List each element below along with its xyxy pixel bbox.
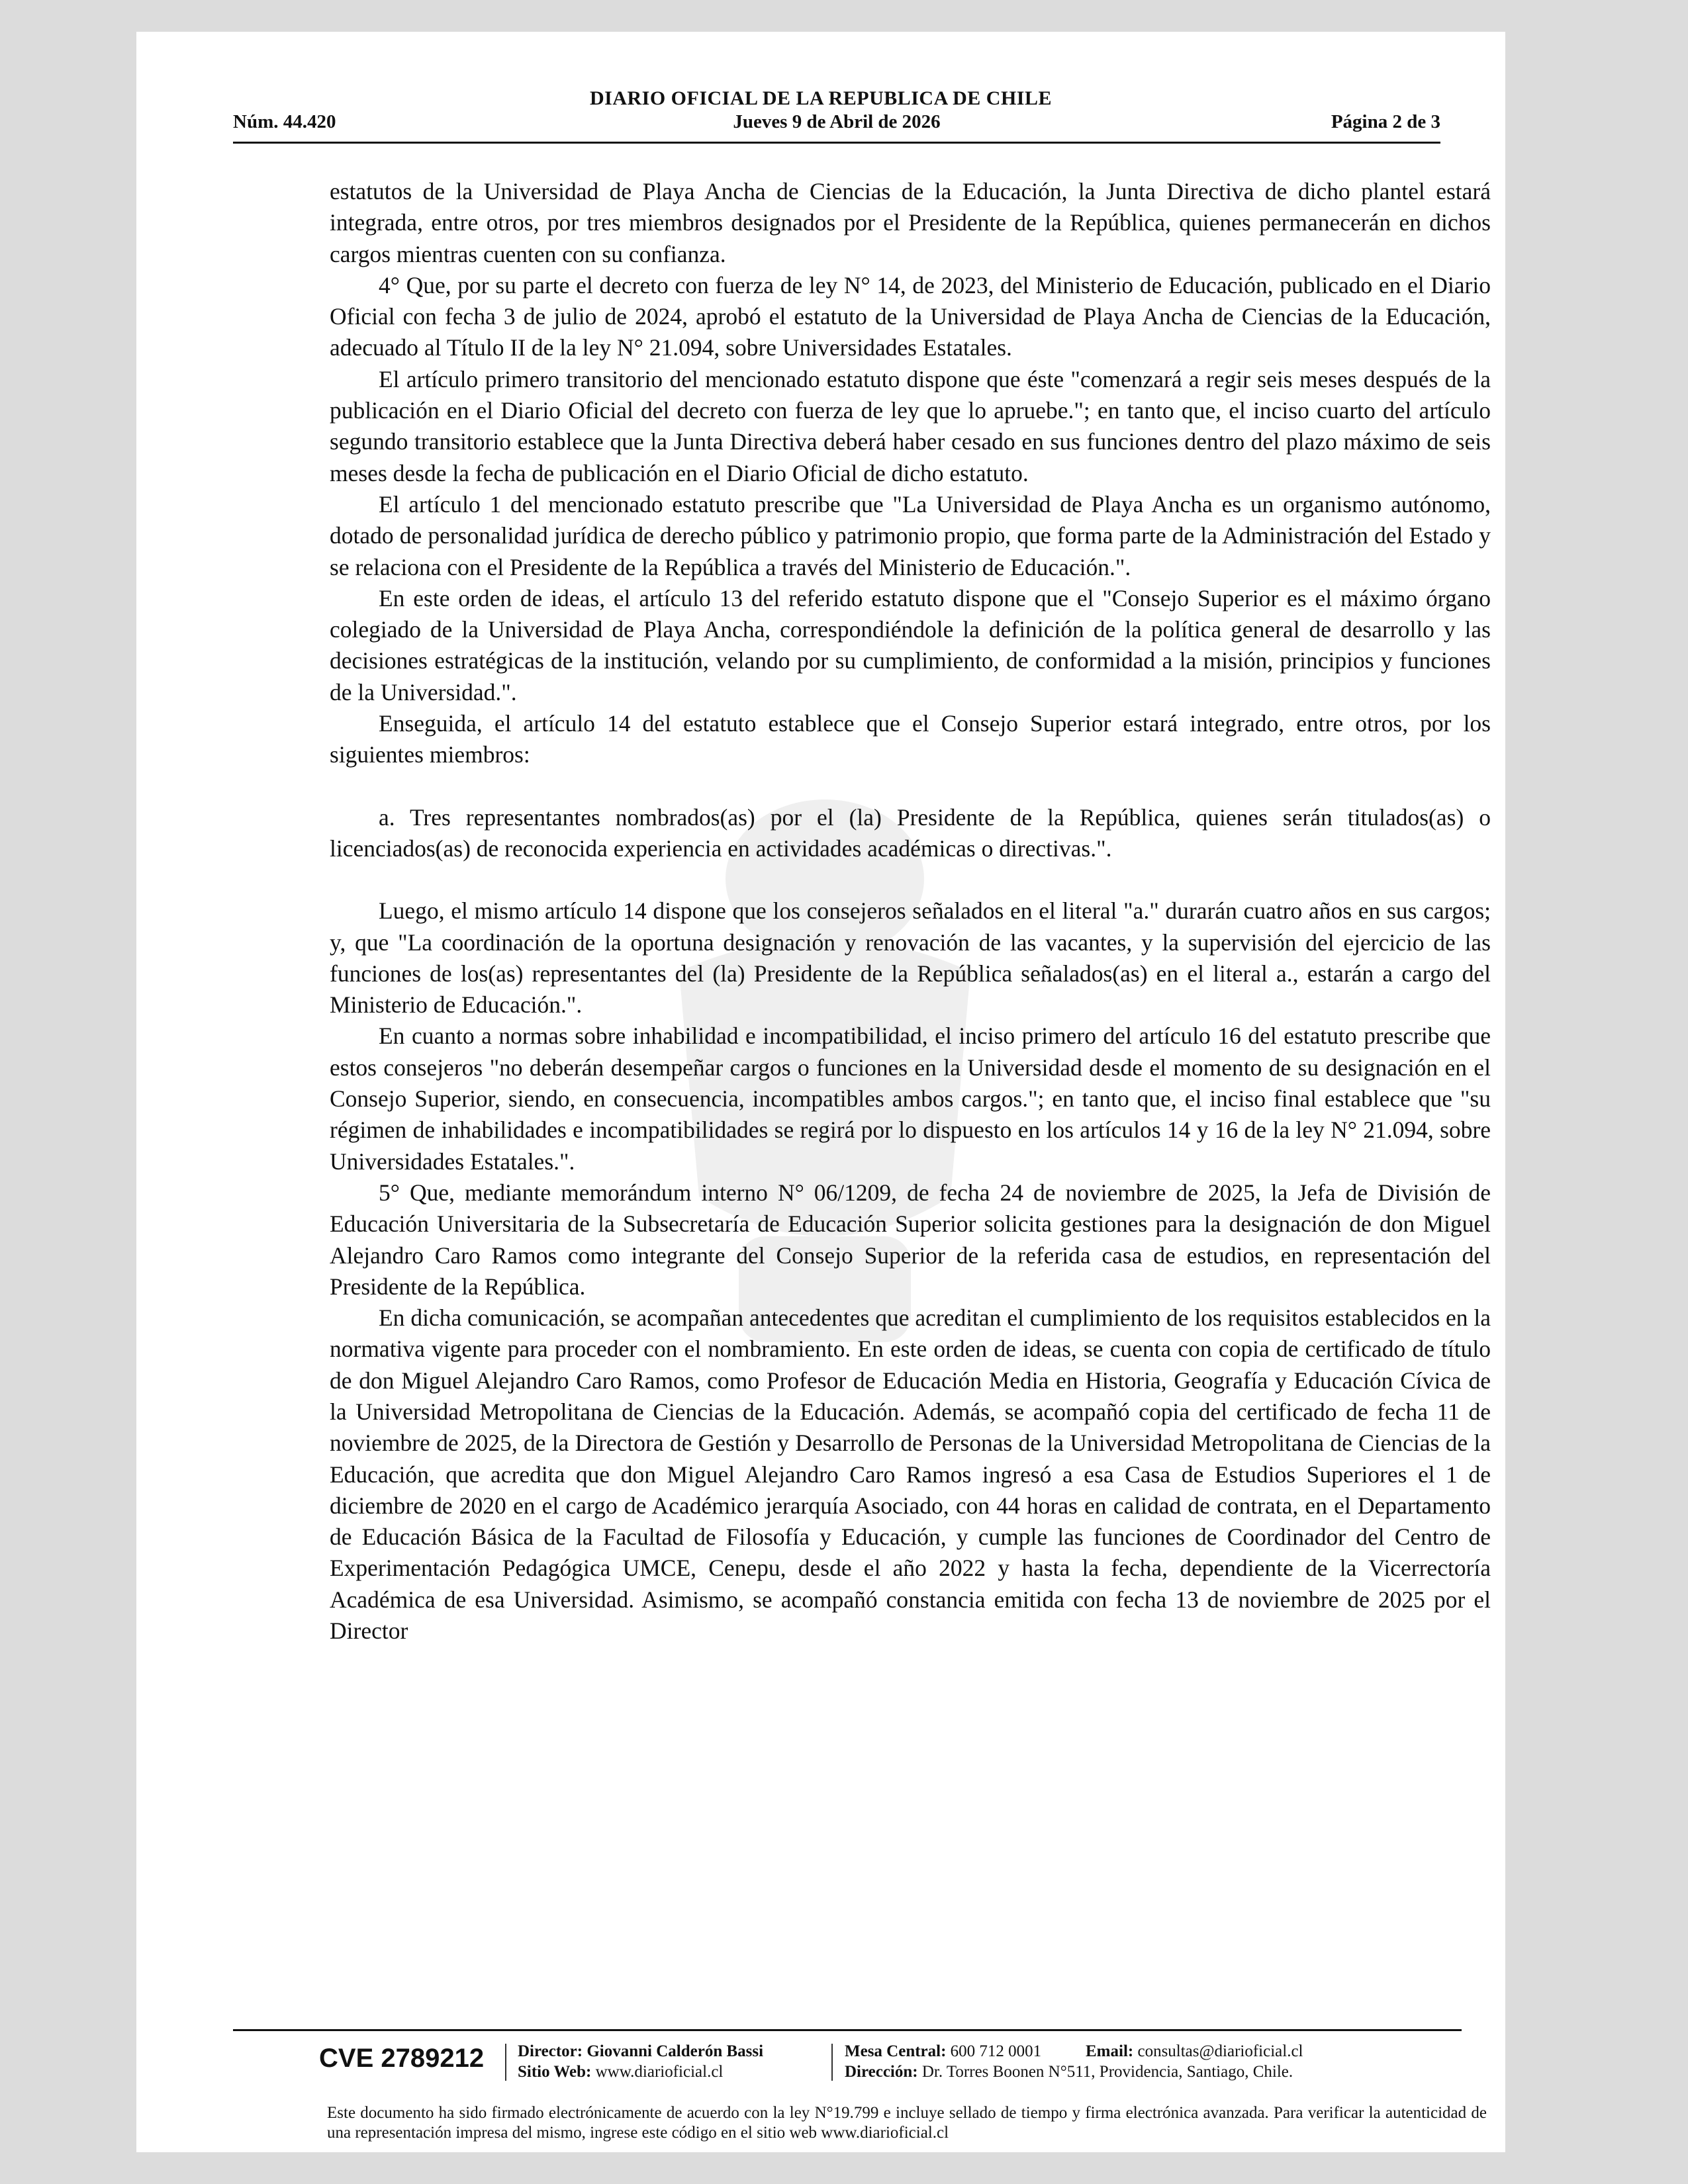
address-value: Dr. Torres Boonen N°511, Providencia, Santiago, Chile. [921, 2063, 1293, 2081]
paragraph: Enseguida, el artículo 14 del estatuto establece que el Consejo Superior estará integrado, entre otros, por los siguientes miembros: [330, 710, 1491, 768]
footer-separator [831, 2044, 833, 2081]
address-label: Dirección: [845, 2063, 918, 2081]
journal-title: DIARIO OFICIAL DE LA REPUBLICA DE CHILE [590, 87, 1052, 109]
paragraph: estatutos de la Universidad de Playa Ancha de Ciencias de la Educación, la Junta Directiva de dicho plantel estará integrada, entre otros, por tres miembros designados por el Presidente de la República, quienes permanecerán en dichos cargos mientras cuenten con su confianza. [330, 178, 1491, 267]
email-label: Email: [1086, 2042, 1134, 2060]
document-body [330, 176, 1491, 1647]
footer-divider [233, 2029, 1462, 2031]
quoted-list-item: a. Tres representantes nombrados(as) por el (la) Presidente de la República, quienes serán titulados(as) o licenciados(as) de reconocida experiencia en actividades académicas o directivas.". [330, 803, 1491, 862]
page-indicator: Página 2 de 3 [1331, 111, 1440, 132]
paragraph: El artículo 1 del mencionado estatuto prescribe que "La Universidad de Playa Ancha es un organismo autónomo, dotado de personalidad jurídica de derecho público y patrimonio propio, que forma parte de la Administración del Estado y se relaciona con el Presidente de la República a través del Ministerio de Educación.". [330, 490, 1491, 580]
paragraph: 5° Que, mediante memorándum interno N° 06/1209, de fecha 24 de noviembre de 2025, la Jefa de División de Educación Universitaria de la Subsecretaría de Educación Superior solicita gestiones para la designación de don Miguel Alejandro Caro Ramos como integrante del Consejo Superior de la referida casa de estudios, en representación del Presidente de la República. [330, 1179, 1491, 1300]
director-label: Director: [518, 2042, 583, 2060]
footer-email-block [1086, 2041, 1303, 2062]
paragraph: Luego, el mismo artículo 14 dispone que los consejeros señalados en el literal "a." durarán cuatro años en sus cargos; y, que "La coordinación de la oportuna designación y renovación de las vacantes, y la supervisión del ejercicio de las funciones de los(as) representantes del (la) Presidente de la República señalados(as) en el literal a., estarán a cargo del Ministerio de Educación.". [330, 897, 1491, 1019]
director-name: Giovanni Calderón Bassi [586, 2042, 764, 2060]
issue-date: Jueves 9 de Abril de 2026 [733, 111, 941, 132]
issue-number: Núm. 44.420 [233, 111, 336, 132]
document-page [136, 32, 1505, 2152]
paragraph: En dicha comunicación, se acompañan antecedentes que acreditan el cumplimiento de los requisitos establecidos en la normativa vigente para proceder con el nombramiento. En este orden de ideas, se cuenta con copia de certificado de título de don Miguel Alejandro Caro Ramos, como Profesor de Educación Media en Historia, Geografía y Educación Cívica de la Universidad Metropolitana de Ciencias de la Educación. Además, se acompañó copia del certificado de fecha 11 de noviembre de 2025, de la Directora de Gestión y Desarrollo de Personas de la Universidad Metropolitana de Ciencias de la Educación, que acredita que don Miguel Alejandro Caro Ramos ingresó a esa Casa de Estudios Superiores el 1 de diciembre de 2020 en el cargo de Académico jerarquía Asociado, con 44 horas en calidad de contrata, en el Departamento de Educación Básica de la Facultad de Filosofía y Educación, y cumple las funciones de Coordinador del Centro de Experimentación Pedagógica UMCE, Cenepu, desde el año 2022 y hasta la fecha, dependiente de la Vicerrectoría Académica de esa Universidad. Asimismo, se acompañó constancia emitida con fecha 13 de noviembre de 2025 por el Director [330, 1304, 1491, 1645]
paragraph: 4° Que, por su parte el decreto con fuerza de ley N° 14, de 2023, del Ministerio de Educación, publicado en el Diario Oficial con fecha 3 de julio de 2024, aprobó el estatuto de la Universidad de Playa Ancha de Ciencias de la Educación, adecuado al Título II de la ley N° 21.094, sobre Universidades Estatales. [330, 271, 1491, 361]
website-link[interactable]: www.diarioficial.cl [595, 2063, 724, 2081]
footer-separator [505, 2044, 506, 2081]
paragraph: El artículo primero transitorio del mencionado estatuto dispone que éste "comenzará a regir seis meses después de la publicación en el Diario Oficial del decreto con fuerza de ley que lo apruebe."; en tanto que, el inciso cuarto del artículo segundo transitorio establece que la Junta Directiva deberá haber cesado en sus funciones dentro del plazo máximo de seis meses desde la fecha de publicación en el Diario Oficial de dicho estatuto. [330, 365, 1491, 486]
header-divider [233, 142, 1440, 144]
header-row [233, 111, 1440, 140]
footer-director-block [518, 2041, 763, 2082]
paragraph: En este orden de ideas, el artículo 13 del referido estatuto dispone que el "Consejo Superior es el máximo órgano colegiado de la Universidad de Playa Ancha, correspondiéndole la definición de la política general de desarrollo y las decisiones estratégicas de la institución, velando por su cumplimiento, de conformidad a la misión, principios y funciones de la Universidad.". [330, 584, 1491, 705]
cve-code: CVE 2789212 [319, 2044, 485, 2073]
email-link[interactable]: consultas@diarioficial.cl [1137, 2042, 1303, 2060]
website-label: Sitio Web: [518, 2063, 592, 2081]
legal-notice: Este documento ha sido firmado electrónicamente de acuerdo con la ley N°19.799 e incluye sellado de tiempo y firma electrónica avanzada. Para verificar la autenticidad de una representación impresa del mismo, ingrese este código en el sitio web www.diarioficial.cl [327, 2104, 1487, 2142]
phone-label: Mesa Central: [845, 2042, 947, 2060]
phone-value: 600 712 0001 [950, 2042, 1042, 2060]
paragraph: En cuanto a normas sobre inhabilidad e incompatibilidad, el inciso primero del artículo 16 del estatuto prescribe que estos consejeros "no deberán desempeñar cargos o funciones en la Universidad desde el momento de su designación en el Consejo Superior, siendo, en consecuencia, incompatibles ambos cargos."; en tanto que, el inciso final establece que "su régimen de inhabilidades e incompatibilidades se regirá por lo dispuesto en los artículos 14 y 16 de la ley N° 21.094, sobre Universidades Estatales.". [330, 1023, 1491, 1175]
